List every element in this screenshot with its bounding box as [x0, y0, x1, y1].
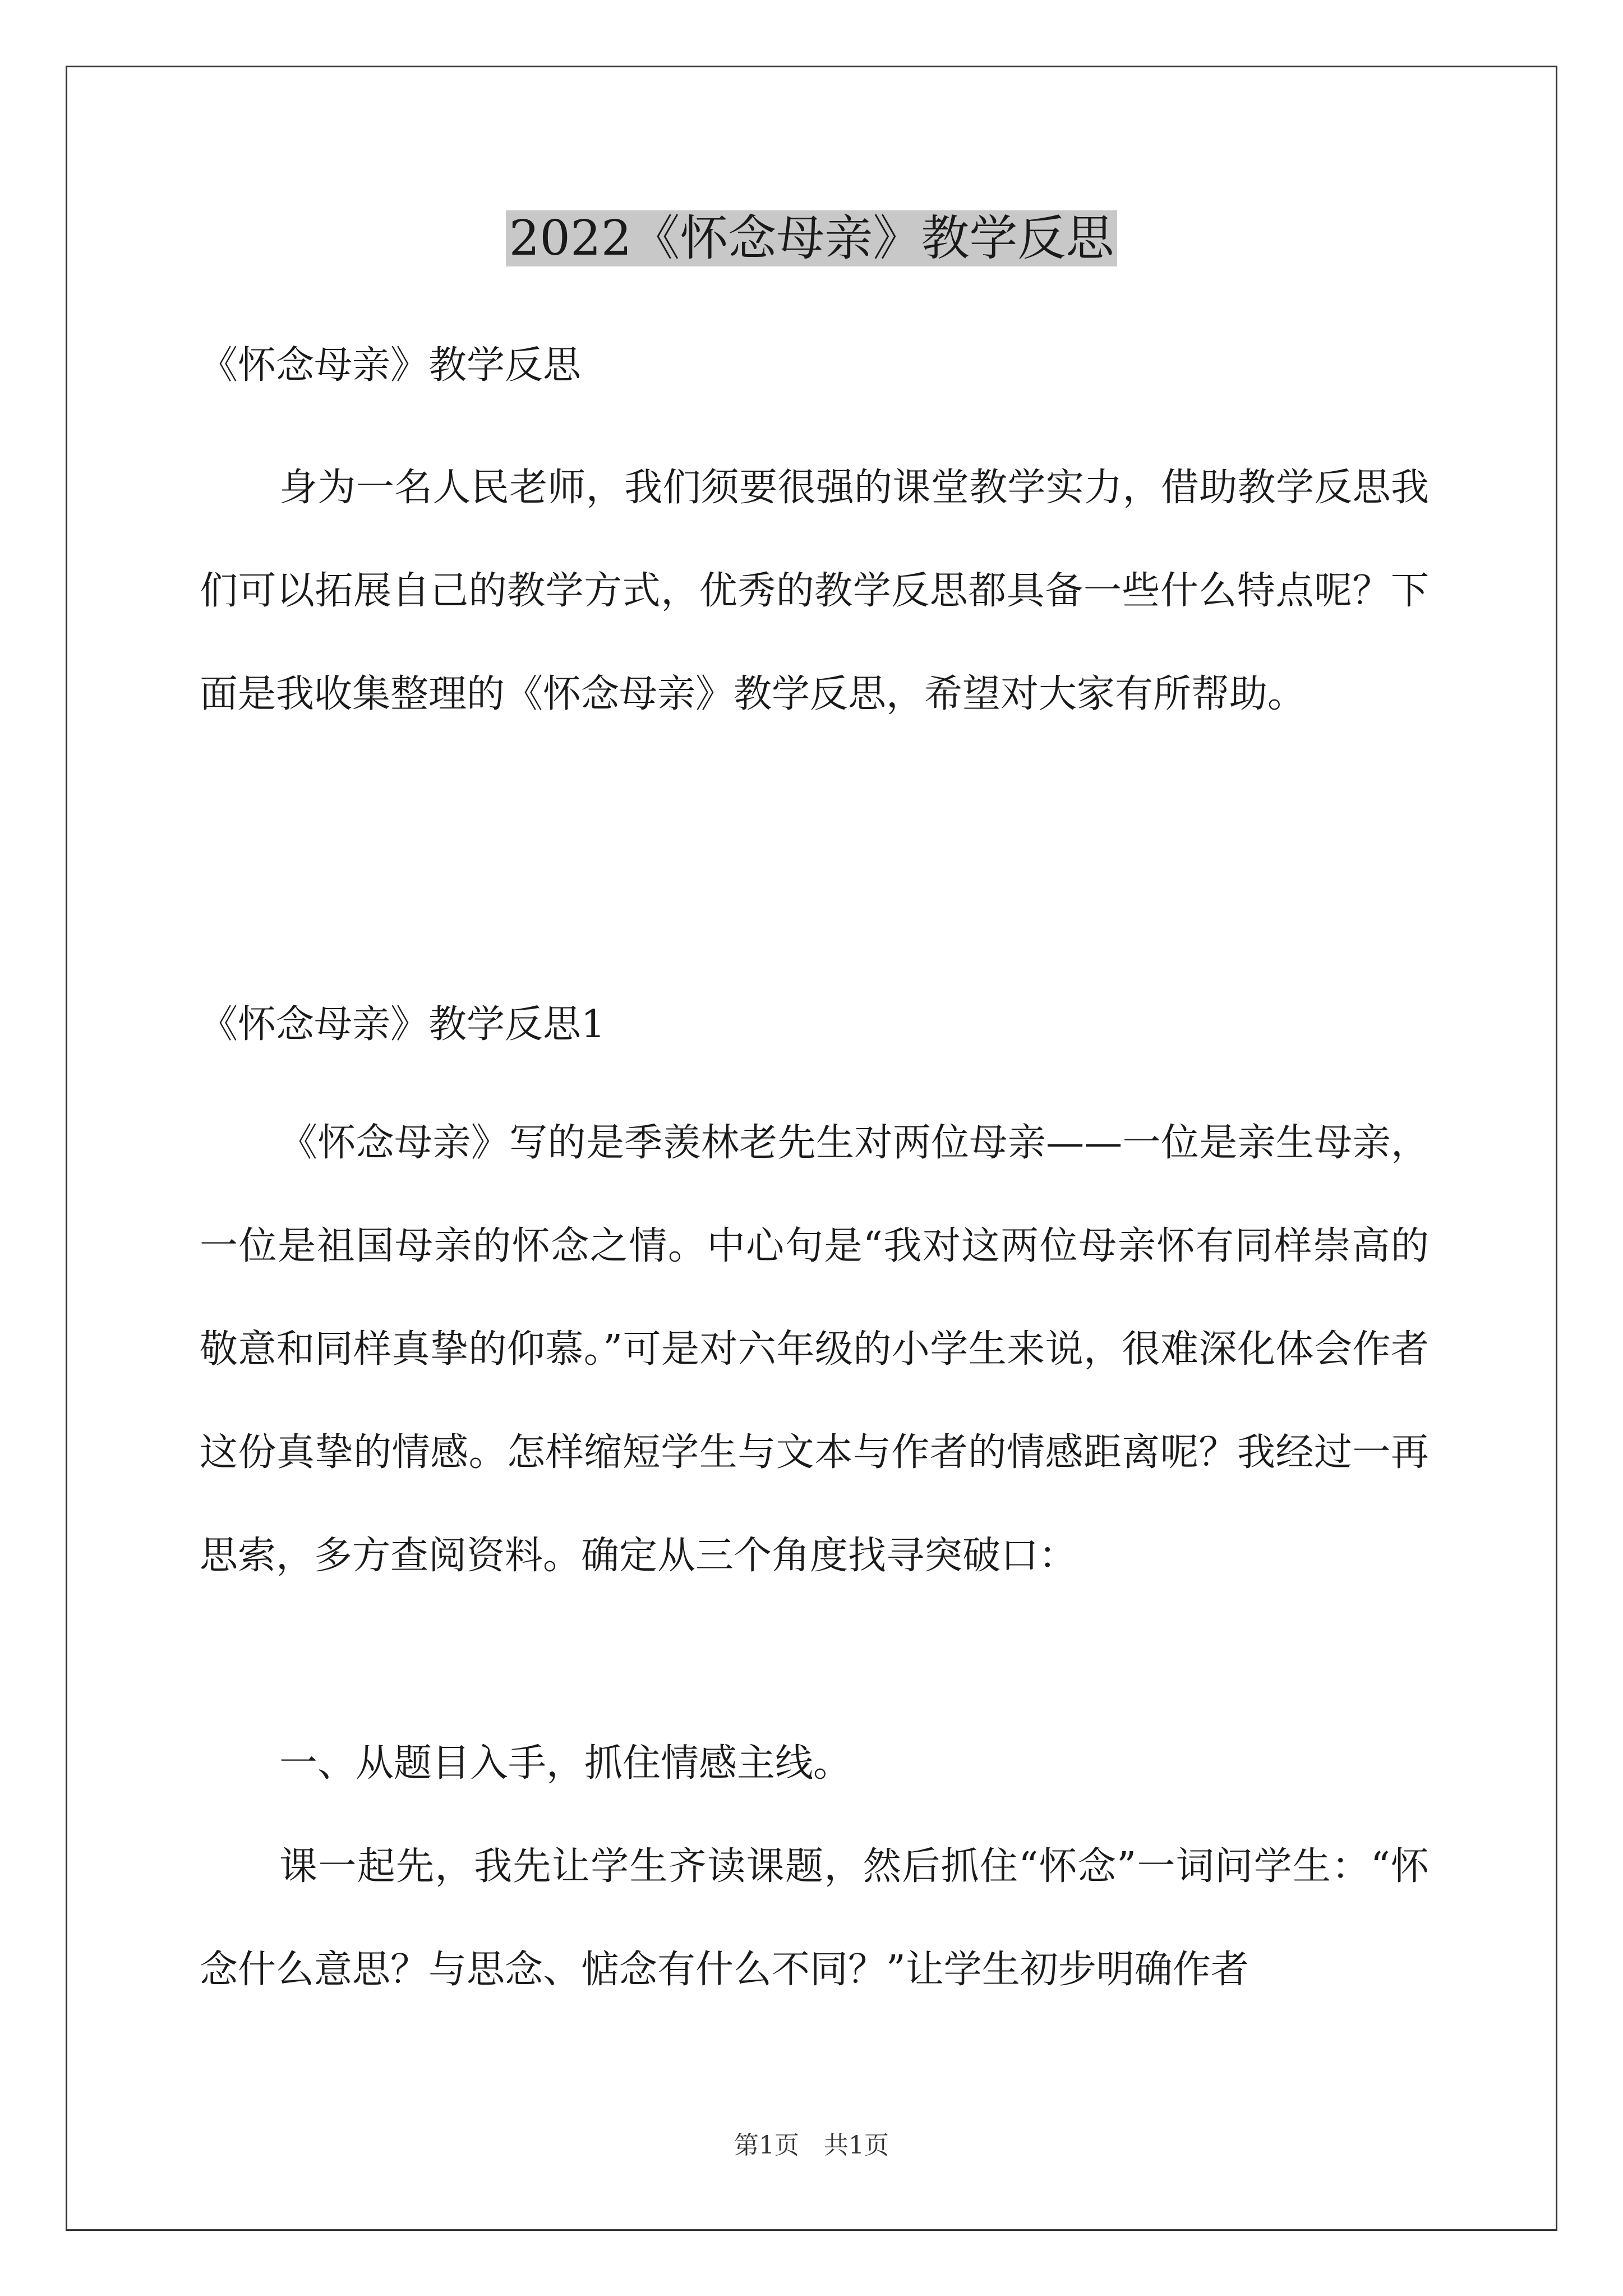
- intro-paragraph: 身为一名人民老师，我们须要很强的课堂教学实力，借助教学反思我们可以拓展自己的教学方式，优秀的教学反思都具备一些什么特点呢？下面是我收集整理的《怀念母亲》教学反思，希望对大家有所帮助。: [200, 466, 1429, 716]
- section-point: 一、从题目入手，抓住情感主线。: [279, 1741, 852, 1786]
- section-paragraph: 《怀念母亲》写的是季羡林老先生对两位母亲——一位是亲生母亲，一位是祖国母亲的怀念之情。中心句是“我对这两位母亲怀有同样崇高的敬意和同样真挚的仰慕。”可是对六年级的小学生来说，很难深化体会作者这份真挚的情感。怎样缩短学生与文本与作者的情感距离呢？我经过一再思索，多方查阅资料。确定从三个角度找寻突破口：: [200, 1121, 1429, 1578]
- document-subtitle: 《怀念母亲》教学反思: [200, 343, 582, 388]
- page-number: 第1页 共1页: [734, 2131, 889, 2160]
- section-heading: 《怀念母亲》教学反思1: [200, 1002, 606, 1047]
- document-title: [0, 205, 1623, 272]
- document-title-text: 2022《怀念母亲》教学反思: [506, 210, 1118, 266]
- section-paragraph-2: 课一起先，我先让学生齐读课题，然后抓住“怀念”一词问学生：“怀念什么意思？与思念、惦念有什么不同？”让学生初步明确作者: [200, 1844, 1429, 1992]
